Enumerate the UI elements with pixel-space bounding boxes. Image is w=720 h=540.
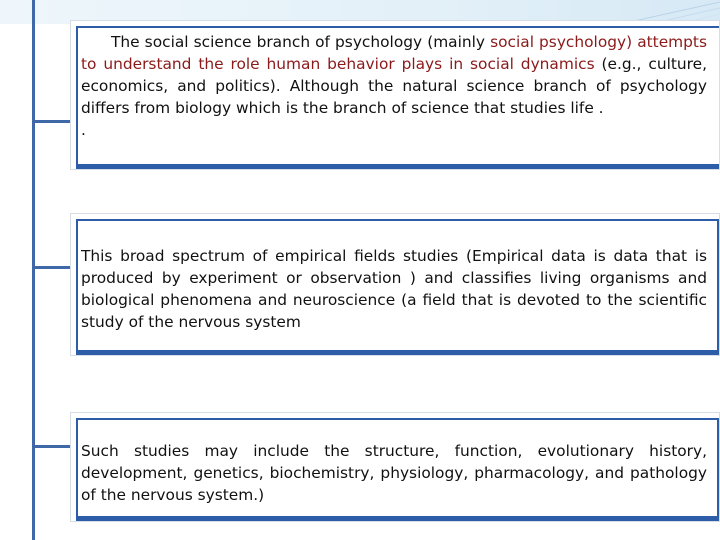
content-box-2	[70, 213, 720, 356]
paragraph-1-tail: (e.g., culture, economics, and politics). Although the natural science branch of psychology differs from biology which is the branch of science that studies life .	[81, 55, 707, 117]
paragraph-1-lead: The social science branch of psychology (mainly	[111, 33, 491, 51]
paragraph-1-highlight-2: attempts to understand the role human behavior plays in social dynamics	[81, 33, 707, 73]
content-box-3	[70, 412, 720, 522]
paragraph-1	[81, 31, 707, 141]
paragraph-1-highlight-1: social psychology)	[490, 33, 633, 51]
paragraph-3: Such studies may include the structure, function, evolutionary history, development, genetics, biochemistry, physiology, pharmacology, and pathology of the nervous system.)	[81, 442, 707, 504]
content-box-1	[70, 20, 720, 170]
connector-3	[32, 445, 70, 448]
connector-1	[32, 120, 70, 123]
paragraph-2: This broad spectrum of empirical fields studies (Empirical data is data that is produced by experiment or observation ) and classifies living organisms and biological phenomena and neuroscience (a field that is devoted to the scientific study of the nervous system	[81, 247, 707, 331]
paragraph-1-dot: .	[81, 121, 86, 139]
timeline-spine	[32, 0, 35, 540]
connector-2	[32, 266, 70, 269]
